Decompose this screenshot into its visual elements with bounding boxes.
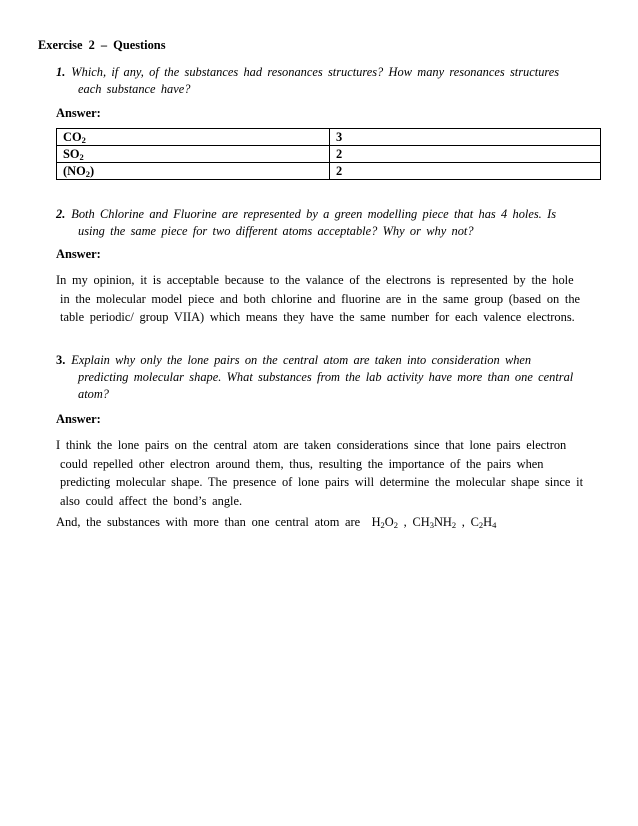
question-text-line: predicting molecular shape. What substances from the lab activity have more than one central [78, 370, 574, 384]
page-title: Exercise 2 – Questions [38, 38, 166, 52]
table-row [57, 146, 601, 163]
answer-label: Answer: [56, 106, 101, 120]
answer-text-line: predicting molecular shape. The presence of lone pairs will determine the molecular shape since it [60, 475, 584, 489]
resonance-count-cell: 2 [330, 163, 601, 180]
question-text-line: Explain why only the lone pairs on the central atom are taken into consideration when [71, 353, 532, 367]
answer-text-line: In my opinion, it is acceptable because to the valance of the electrons is represented by the hole [56, 273, 574, 287]
formula-cell: $(NO_2)$ [57, 163, 330, 180]
question-text-line: Which, if any, of the substances had resonances structures? How many resonances structures [71, 65, 560, 79]
answer-text-line: also could affect the bond’s angle. [60, 493, 243, 508]
formula-cell: $SO_2$ [57, 146, 330, 163]
answer-text-line: in the molecular model piece and both chlorine and fluorine are in the same group (based on the [60, 291, 581, 306]
question-text-line: atom? [78, 387, 109, 401]
answer-label: Answer: [56, 412, 101, 426]
table-row [57, 129, 601, 146]
question-2 [56, 206, 608, 240]
answer-text-line: table periodic/ group VIIA) which means they have the same number for each valence electrons. [60, 310, 575, 324]
question-text-line: using the same piece for two different atoms acceptable? Why or why not? [78, 224, 474, 238]
answer-text-line: could repelled other electron around them, thus, resulting the importance of the pairs when [60, 456, 544, 471]
question-text-line: each substance have? [78, 82, 191, 96]
table-row [57, 163, 601, 180]
resonance-count-cell: 3 [330, 129, 601, 146]
formula-ch3nh2: $CH_3NH_2$ [412, 515, 457, 530]
formula-c2h4: $C_2H_4$ [470, 515, 497, 530]
formula-h2o2: $H_2O_2$ [371, 515, 398, 530]
answer-text-line: And, the substances with more than one central atom are [56, 515, 361, 529]
answer-3-text [56, 436, 602, 510]
question-3 [56, 352, 608, 403]
formula-cell: $CO_2$ [57, 129, 330, 146]
answer-3-substances: And, the substances with more than one central atom are $H_2O_2$ , $CH_3NH_2$ , $C_2H_4$ [56, 515, 497, 530]
answer-2-text [56, 271, 602, 327]
answer-label: Answer: [56, 247, 101, 261]
answer-text-line: I think the lone pairs on the central atom are taken considerations since that lone pairs electron [56, 438, 567, 452]
question-number: 2. [56, 207, 66, 221]
question-number: 3. [56, 353, 66, 367]
question-number: 1. [56, 65, 66, 79]
resonance-table [56, 128, 601, 180]
resonance-count-cell: 2 [330, 146, 601, 163]
question-text-line: Both Chlorine and Fluorine are represented by a green modelling piece that has 4 holes. Is [71, 207, 557, 221]
question-1 [56, 64, 608, 98]
